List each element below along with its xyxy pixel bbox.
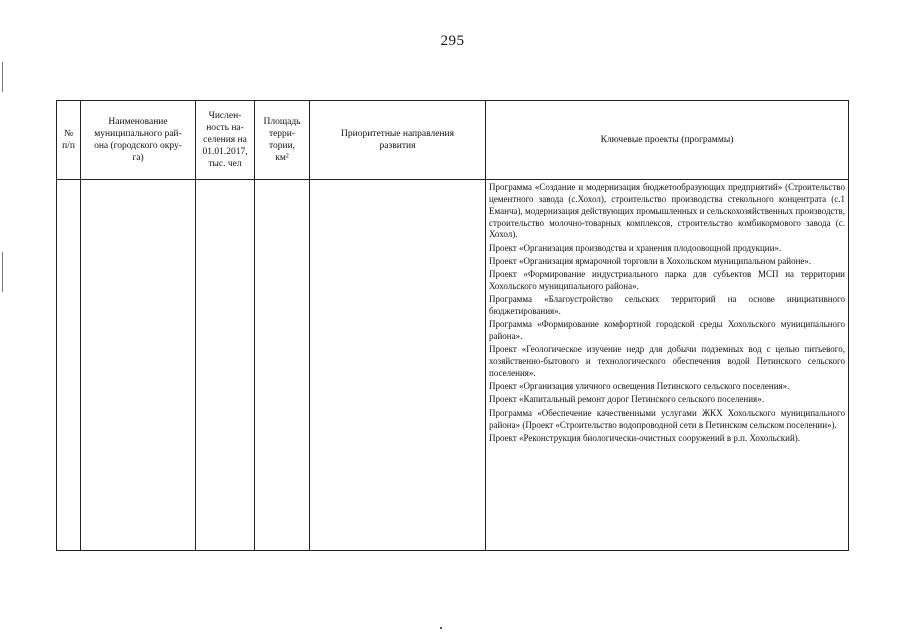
project-entry: Программа «Обеспечение качественными услугами ЖКХ Хохольского муниципального района» (Проект «Строительство водопроводной сети в Петинском сельском поселении»). [489, 407, 845, 430]
header-area [255, 101, 310, 180]
header-line: развития [379, 141, 416, 151]
programs-table [56, 100, 849, 551]
header-line: 01.01.2017, [202, 147, 248, 157]
scan-margin-mark [2, 252, 3, 292]
header-line: га) [132, 153, 144, 163]
header-line: п/п [62, 141, 75, 151]
page-number: 295 [440, 33, 465, 49]
header-district-name [81, 101, 196, 180]
header-number [57, 101, 81, 180]
table-header-row [57, 101, 849, 180]
header-line: км² [275, 153, 289, 163]
project-entry: Программа «Формирование комфортной городской среды Хохольского муниципального района». [489, 319, 845, 342]
header-population [196, 101, 255, 180]
header-line: Приоритетные направления [341, 129, 454, 139]
project-entry: Проект «Геологическое изучение недр для добычи подземных вод с целью питьевого, хозяйственно-бытового и технологического обеспечения водой Петинского сельского поселения». [489, 344, 845, 378]
table-row [57, 180, 849, 551]
header-line: Ключевые проекты (программы) [600, 135, 734, 145]
project-entry: Проект «Организация ярмарочной торговли в Хохольском муниципальном районе». [489, 255, 812, 266]
cell-priority-directions [310, 180, 486, 551]
scan-artifact-dot [440, 627, 442, 629]
project-entry: Проект «Реконструкция биологически-очистных сооружений в р.п. Хохольский). [489, 432, 801, 443]
project-entry: Проект «Формирование индустриального парка для субъектов МСП на территории Хохольского муниципального района». [489, 269, 845, 291]
cell-population [196, 180, 255, 551]
header-line: терри- [268, 129, 296, 139]
cell-number [57, 180, 81, 551]
header-line: тыс. чел [208, 159, 242, 169]
project-entry: Проект «Организация производства и хранения плодоовощной продукции». [489, 242, 782, 253]
header-line: ность на- [206, 123, 244, 133]
header-line: тории, [268, 141, 296, 151]
project-entry: Проект «Капитальный ремонт дорог Петинского сельского поселения». [489, 394, 764, 405]
header-line: Площадь [263, 117, 301, 127]
header-line: муниципального рай- [94, 129, 182, 139]
header-key-projects [486, 101, 849, 180]
cell-area [255, 180, 310, 551]
header-line: Наименование [108, 117, 168, 127]
header-line: Числен- [208, 111, 242, 121]
project-entry: Программа «Создание и модернизация бюджетообразующих предприятий» (Строительство цементного завода (с.Хохол), строительство производства стекольного концентрата (с.1 Еманча), модернизация действующих промышленных и сельскохозяйственных производств, строительство молочно-товарных комплексов, строительство комбикормового завода (с. Хохол). [489, 182, 845, 240]
header-priority-directions [310, 101, 486, 180]
header-line: № [63, 129, 74, 139]
header-line: она (городского окру- [94, 141, 182, 151]
header-line: селения на [203, 135, 247, 145]
cell-key-projects [486, 180, 849, 551]
project-entry: Программа «Благоустройство сельских территорий на основе инициативного бюджетирования». [489, 294, 845, 316]
cell-district-name [81, 180, 196, 551]
scan-margin-mark [2, 62, 3, 92]
project-entry: Проект «Организация уличного освещения Петинского сельского поселения». [489, 381, 790, 392]
